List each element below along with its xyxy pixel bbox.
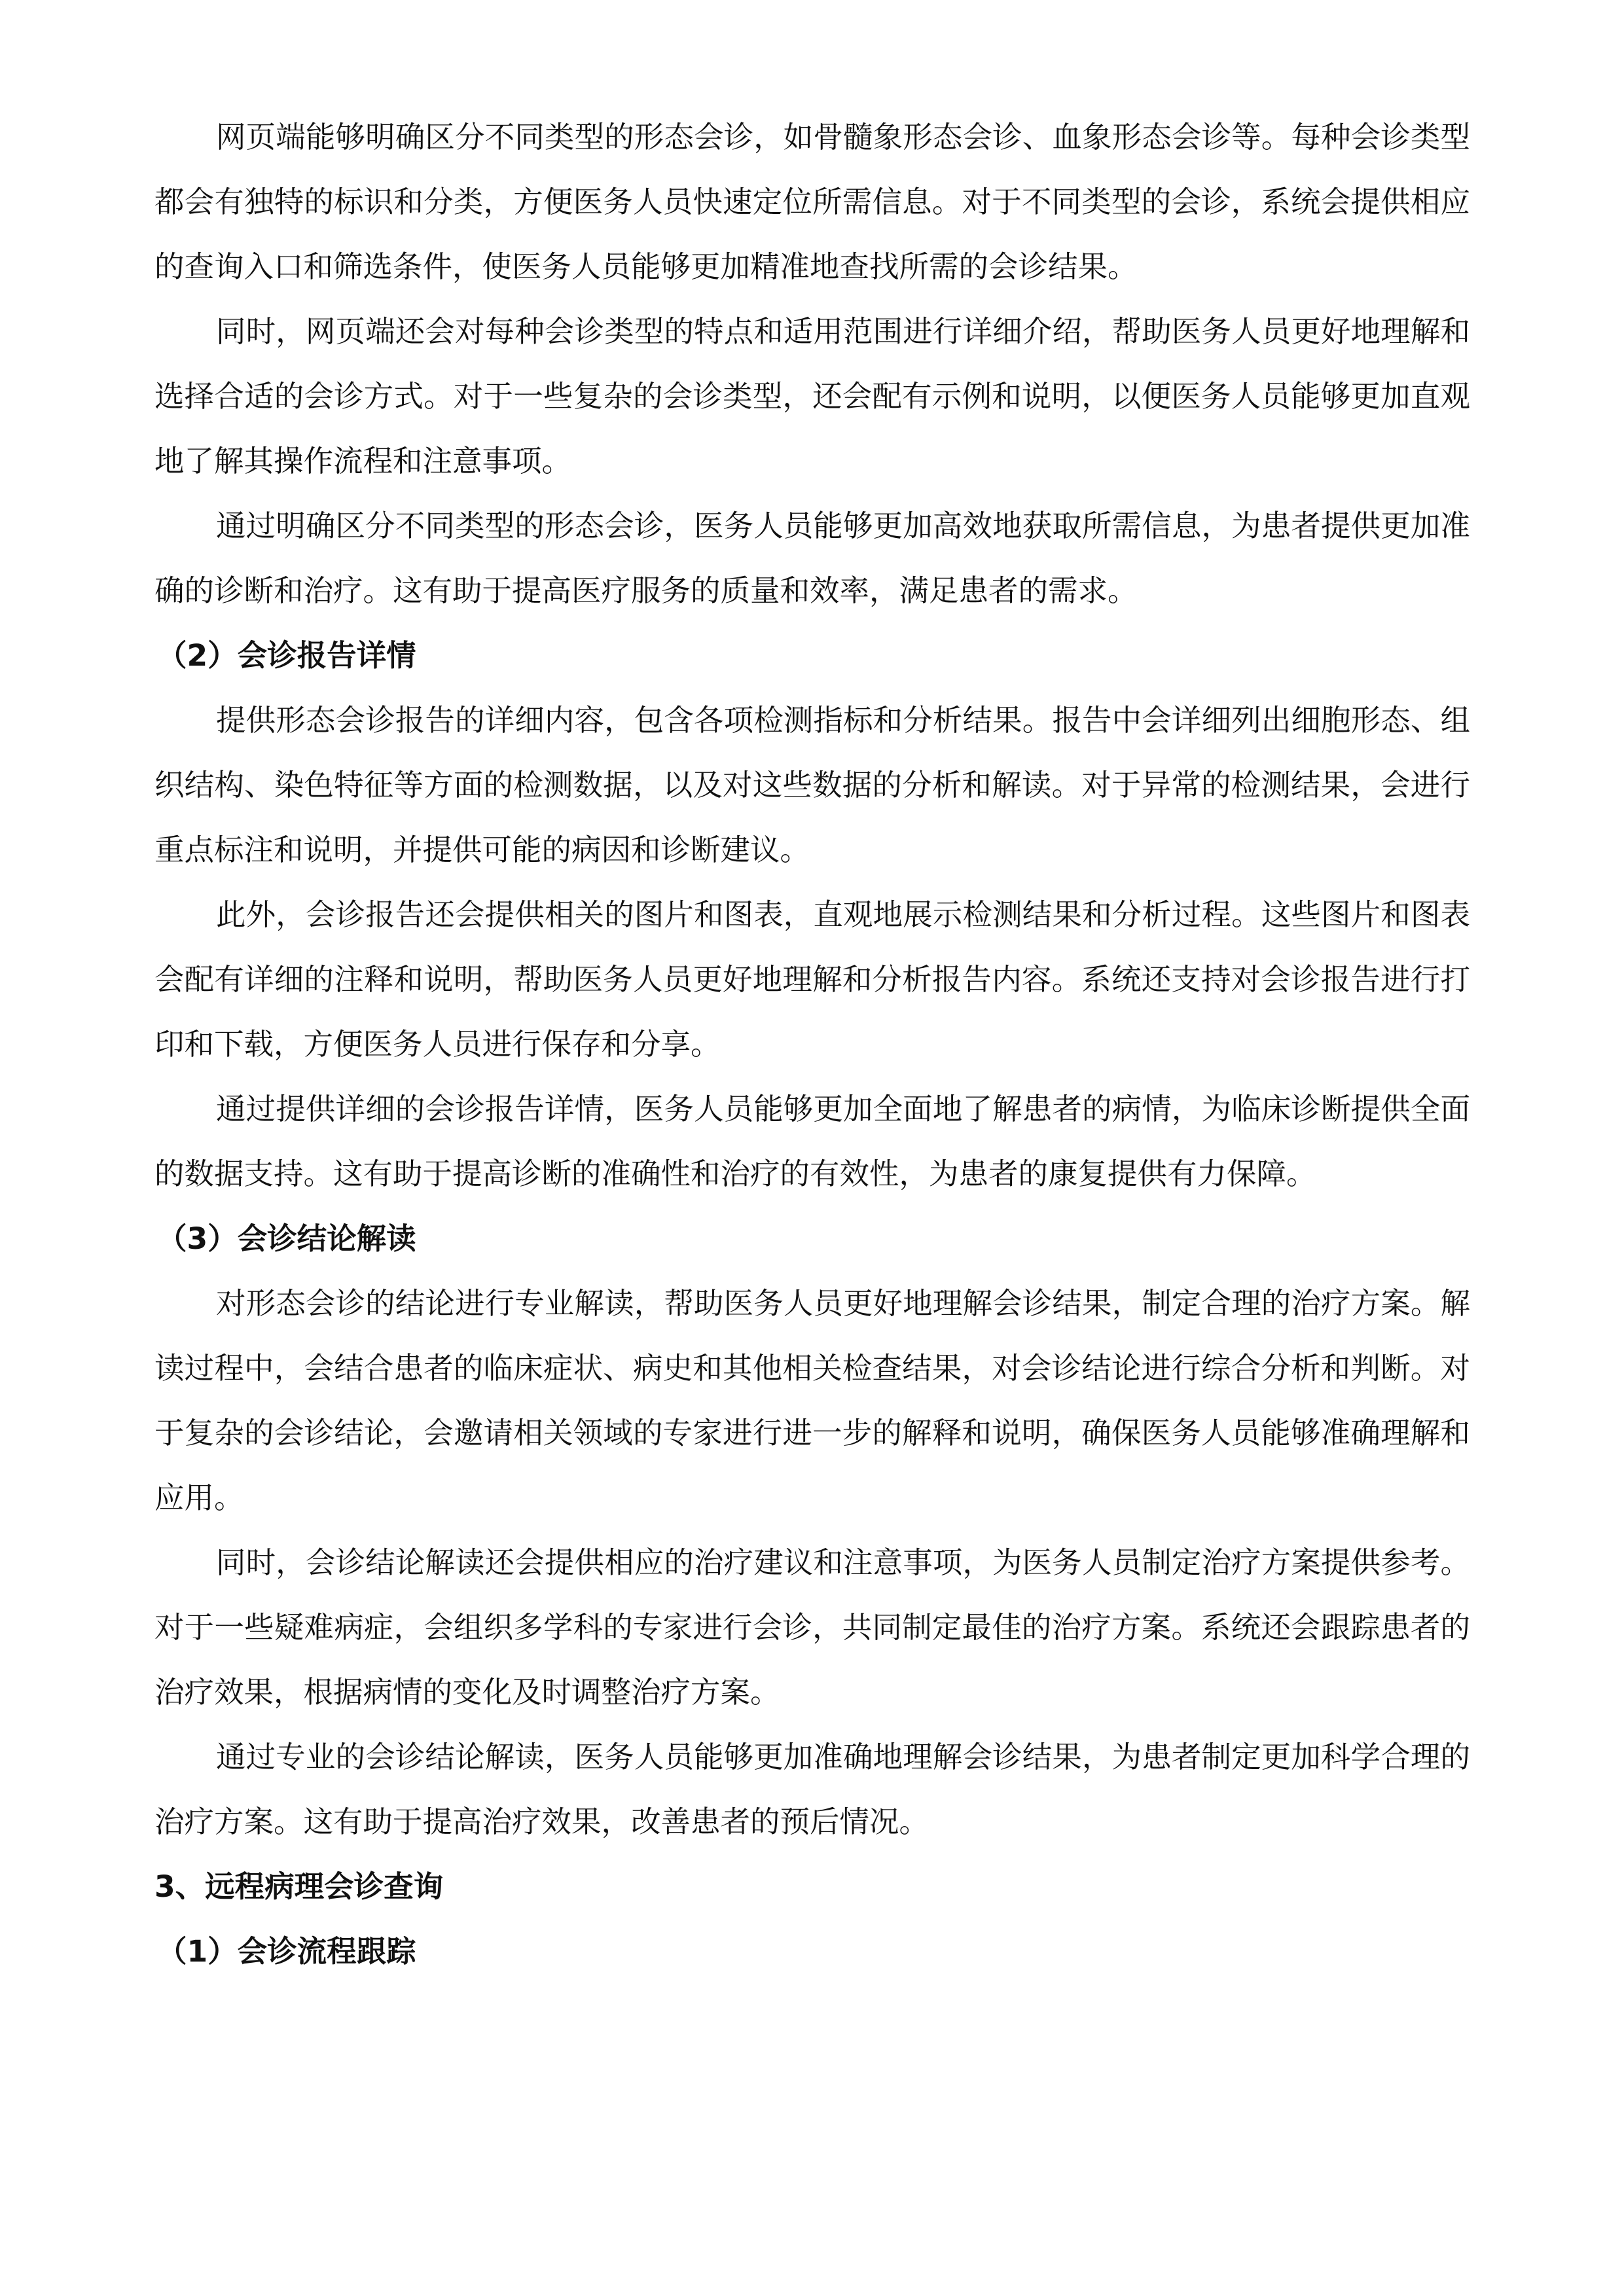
paragraph-consult-types: 网页端能够明确区分不同类型的形态会诊，如骨髓象形态会诊、血象形态会诊等。每种会诊类型都会有独特的标识和分类，方便医务人员快速定位所需信息。对于不同类型的会诊，系统会提供相应的查询入口和筛选条件，使医务人员能够更加精准地查找所需的会诊结果。 <box>154 120 1470 284</box>
paragraph-type-benefit: 通过明确区分不同类型的形态会诊，医务人员能够更加高效地获取所需信息，为患者提供更加准确的诊断和治疗。这有助于提高医疗服务的质量和效率，满足患者的需求。 <box>154 509 1470 608</box>
paragraph-report-content: 提供形态会诊报告的详细内容，包含各项检测指标和分析结果。报告中会详细列出细胞形态、组织结构、染色特征等方面的检测数据，以及对这些数据的分析和解读。对于异常的检测结果，会进行重点标注和说明，并提供可能的病因和诊断建议。 <box>154 703 1470 867</box>
paragraph-conclusion-treatment: 同时，会诊结论解读还会提供相应的治疗建议和注意事项，为医务人员制定治疗方案提供参考。对于一些疑难病症，会组织多学科的专家进行会诊，共同制定最佳的治疗方案。系统还会跟踪患者的治疗效果，根据病情的变化及时调整治疗方案。 <box>154 1545 1470 1710</box>
paragraph-report-images: 此外，会诊报告还会提供相关的图片和图表，直观地展示检测结果和分析过程。这些图片和图表会配有详细的注释和说明，帮助医务人员更好地理解和分析报告内容。系统还支持对会诊报告进行打印和下载，方便医务人员进行保存和分享。 <box>154 897 1470 1062</box>
heading-remote-pathology-query: 3、远程病理会诊查询 <box>154 1869 444 1904</box>
heading-report-details: （2）会诊报告详情 <box>157 638 416 673</box>
paragraph-conclusion-analysis: 对形态会诊的结论进行专业解读，帮助医务人员更好地理解会诊结果，制定合理的治疗方案。解读过程中，会结合患者的临床症状、病史和其他相关检查结果，对会诊结论进行综合分析和判断。对于复杂的会诊结论，会邀请相关领域的专家进行进一步的解释和说明，确保医务人员能够准确理解和应用。 <box>154 1286 1470 1515</box>
paragraph-conclusion-benefit: 通过专业的会诊结论解读，医务人员能够更加准确地理解会诊结果，为患者制定更加科学合理的治疗方案。这有助于提高治疗效果，改善患者的预后情况。 <box>154 1740 1470 1839</box>
paragraph-report-benefit: 通过提供详细的会诊报告详情，医务人员能够更加全面地了解患者的病情，为临床诊断提供全面的数据支持。这有助于提高诊断的准确性和治疗的有效性，为患者的康复提供有力保障。 <box>154 1092 1470 1191</box>
heading-conclusion-interpretation: （3）会诊结论解读 <box>157 1221 416 1256</box>
document-body <box>154 105 1470 1984</box>
paragraph-type-introduction: 同时，网页端还会对每种会诊类型的特点和适用范围进行详细介绍，帮助医务人员更好地理解和选择合适的会诊方式。对于一些复杂的会诊类型，还会配有示例和说明，以便医务人员能够更加直观地了解其操作流程和注意事项。 <box>154 314 1470 478</box>
heading-process-tracking: （1）会诊流程跟踪 <box>157 1934 416 1969</box>
